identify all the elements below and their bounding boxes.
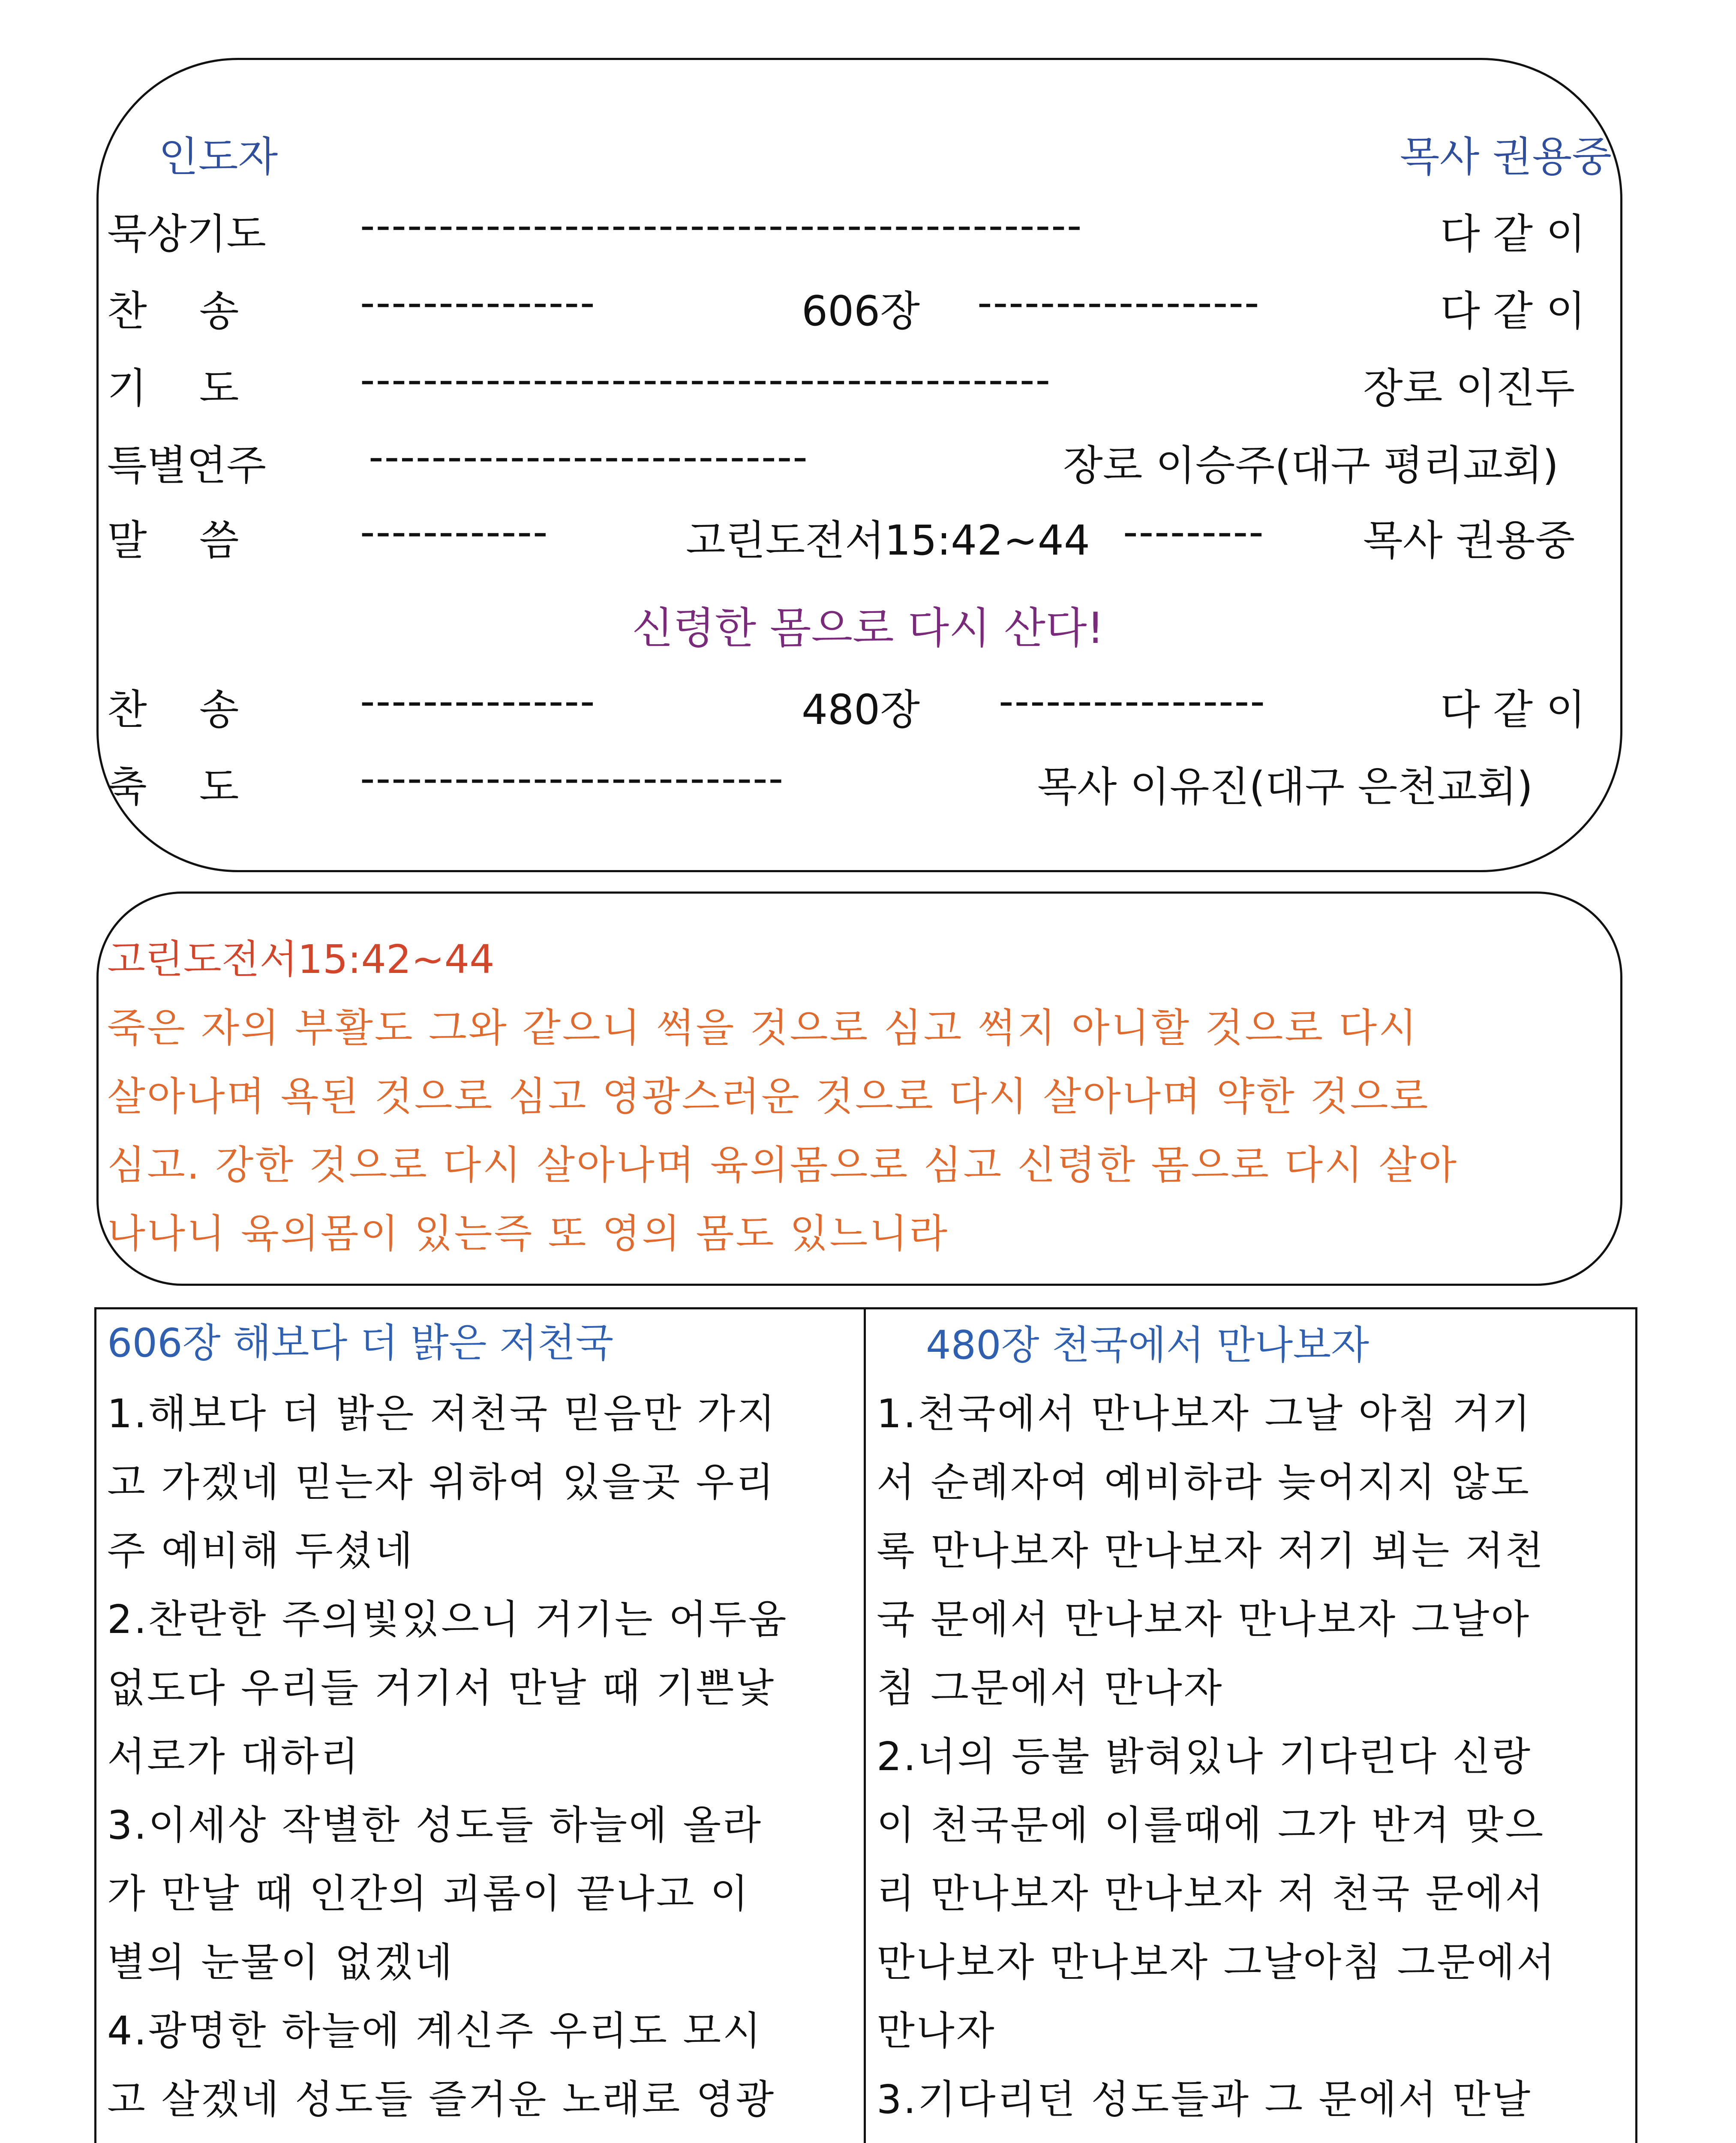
lyric-line: 1.해보다 더 밝은 저천국 믿음만 가지 xyxy=(107,1391,777,1437)
lyric-line: 고 가겠네 믿는자 위하여 있을곳 우리 xyxy=(107,1459,776,1505)
lyric-line: 3.이세상 작별한 성도들 하늘에 올라 xyxy=(107,1802,763,1848)
row-performer: 다 같 이 xyxy=(1440,287,1586,335)
lyric-line xyxy=(107,2137,414,2143)
lyric-line: 가 만날 때 인간의 괴롬이 끝나고 이 xyxy=(107,1871,750,1917)
lyric-line: 록 만나보자 만나보자 저기 뵈는 저천 xyxy=(877,1528,1545,1574)
row-dashes: -------------------------------------------- xyxy=(360,356,1051,404)
row-label: 기 도 xyxy=(107,364,239,412)
row-performer: 다 같 이 xyxy=(1440,210,1586,258)
lyric-line: 4.광명한 하늘에 계신주 우리도 모시 xyxy=(107,2008,763,2054)
scripture-line: 살아나며 욕된 것으로 심고 영광스러운 것으로 다시 살아나며 약한 것으로 xyxy=(107,1074,1430,1120)
scripture-reference: 고린도전서15:42~44 xyxy=(107,936,495,982)
scripture-line: 나나니 육의몸이 있는즉 또 영의 몸도 있느니라 xyxy=(107,1211,949,1257)
row-performer: 목사 이유진(대구 은천교회) xyxy=(1037,763,1533,811)
order-row-benediction xyxy=(103,754,1612,814)
row-label: 묵상기도 xyxy=(107,210,266,258)
scripture-line: 심고. 강한 것으로 다시 살아나며 육의몸으로 심고 신령한 몸으로 다시 살아 xyxy=(107,1142,1458,1188)
lyric-line: 만나자 xyxy=(877,2008,996,2054)
order-row-hymn-606 xyxy=(103,279,1612,339)
row-label: 찬 송 xyxy=(107,287,239,335)
row-dashes-2: --------- xyxy=(1123,508,1264,556)
hymn-606-title: 606장 해보다 더 밝은 저천국 xyxy=(107,1320,614,1366)
row-performer: 장로 이진두 xyxy=(1363,364,1575,412)
lyric-line: 없도다 우리들 거기서 만날 때 기쁜낯 xyxy=(107,1665,776,1711)
order-row-sermon xyxy=(103,508,1612,568)
order-row-silent-prayer xyxy=(103,201,1612,261)
row-performer: 목사 권용중 xyxy=(1363,516,1575,564)
row-label: 찬 송 xyxy=(107,686,239,734)
leader-label: 인도자 xyxy=(159,133,278,181)
lyric-line: 이 천국문에 이를때에 그가 반겨 맞으 xyxy=(877,1802,1545,1848)
lyric-line: 침 그문에서 만나자 xyxy=(877,1665,1224,1711)
lyric-line: 주 예비해 두셨네 xyxy=(107,1528,414,1574)
lyric-line: 고 살겠네 성도들 즐거운 노래로 영광 xyxy=(107,2077,776,2122)
row-performer: 장로 이승주(대구 평리교회) xyxy=(1063,441,1559,489)
lyric-line: 서로가 대하리 xyxy=(107,1734,360,1780)
lyric-line: 만나보자 만나보자 그날아침 그문에서 xyxy=(877,1939,1556,1985)
lyric-line: 2.찬란한 주의빛있으니 거기는 어두움 xyxy=(107,1597,788,1642)
lyric-line: 국 문에서 만나보자 만나보자 그날아 xyxy=(877,1597,1531,1642)
table-divider xyxy=(864,1307,866,2143)
row-scripture-reference: 고린도전서15:42~44 xyxy=(686,516,1090,564)
lyric-line xyxy=(877,2137,1520,2143)
row-label: 말 씀 xyxy=(107,516,239,564)
scripture-line: 죽은 자의 부활도 그와 같으니 썩을 것으로 심고 썩지 아니할 것으로 다시 xyxy=(107,1005,1418,1051)
order-row-hymn-480 xyxy=(103,677,1612,737)
row-hymn-number: 606장 xyxy=(802,287,920,335)
lyric-line: 리 만나보자 만나보자 저 천국 문에서 xyxy=(877,1871,1545,1917)
row-dashes-2: ----------------- xyxy=(999,677,1266,725)
lyric-line: 3.기다리던 성도들과 그 문에서 만날 xyxy=(877,2077,1532,2122)
row-dashes-2: ------------------ xyxy=(977,279,1260,327)
row-dashes: ---------------------------------------------- xyxy=(360,201,1083,249)
lyric-line: 2.너의 등불 밝혀있나 기다린다 신랑 xyxy=(877,1734,1532,1780)
row-performer: 다 같 이 xyxy=(1440,686,1586,734)
hymn-480-title: 480장 천국에서 만나보자 xyxy=(926,1322,1369,1368)
row-label: 특별연주 xyxy=(107,441,266,489)
order-row-prayer xyxy=(103,356,1612,416)
sermon-theme: 신령한 몸으로 다시 산다! xyxy=(632,603,1104,653)
lyric-line: 서 순례자여 예비하라 늦어지지 않도 xyxy=(877,1459,1531,1505)
lyric-line: 1.천국에서 만나보자 그날 아침 거기 xyxy=(877,1391,1532,1437)
row-label: 축 도 xyxy=(107,763,239,811)
row-dashes: ---------------------------- xyxy=(369,433,808,481)
leader-name: 목사 권용중 xyxy=(1400,133,1612,181)
lyric-line: 별의 눈물이 없겠네 xyxy=(107,1939,454,1985)
row-dashes: --------------------------- xyxy=(360,754,784,802)
order-row-special-performance xyxy=(103,433,1612,493)
row-dashes: ------------ xyxy=(360,508,549,556)
row-dashes: --------------- xyxy=(360,677,596,725)
row-hymn-number: 480장 xyxy=(802,686,920,734)
row-dashes: --------------- xyxy=(360,279,596,327)
